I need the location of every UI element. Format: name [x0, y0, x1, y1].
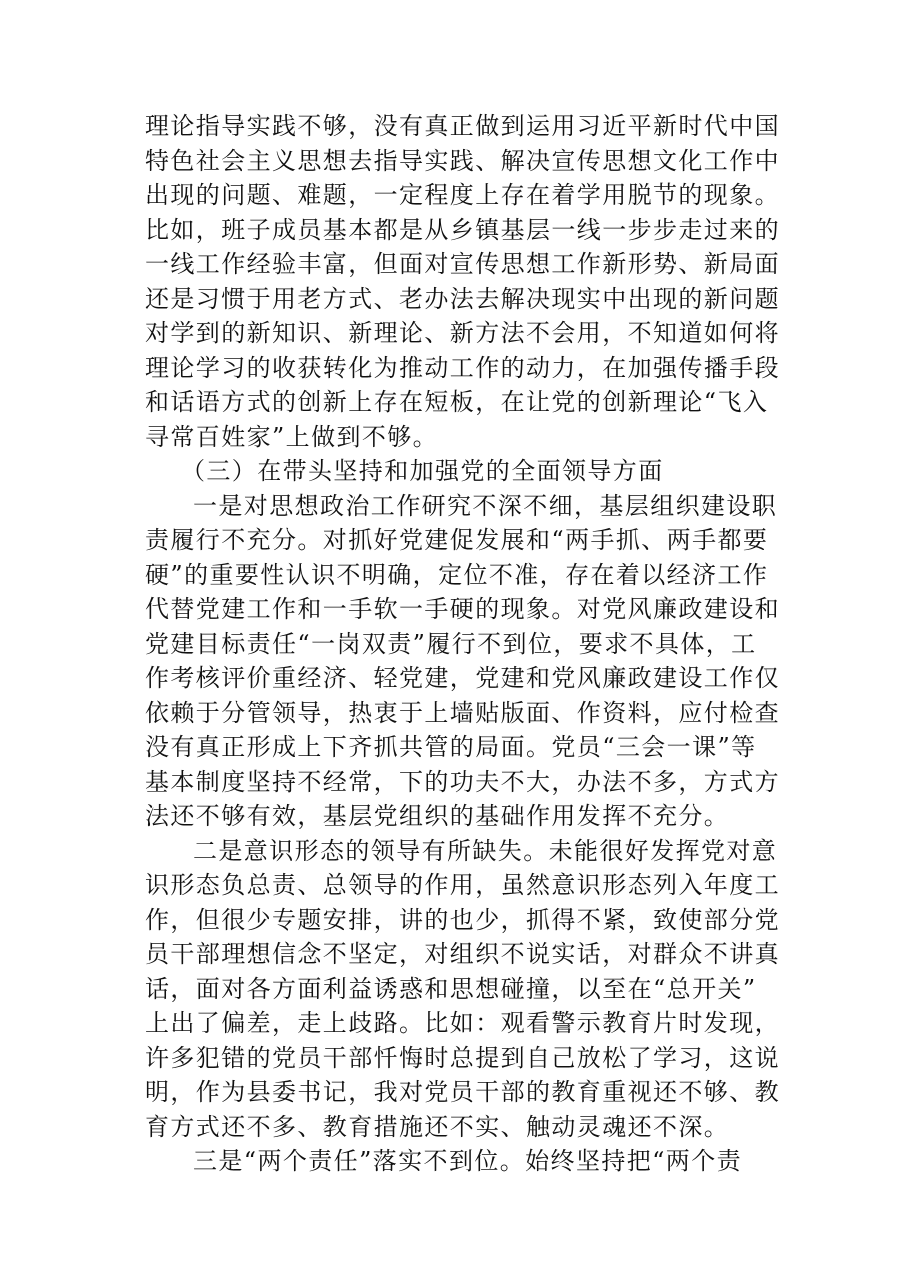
text-line: 一线工作经验丰富，但面对宣传思想工作新形势、新局面	[145, 250, 780, 278]
text-line: 对学到的新知识、新理论、新方法不会用，不知道如何将	[145, 319, 780, 347]
text-line: 理论指导实践不够，没有真正做到运用习近平新时代中国	[145, 112, 780, 140]
text-line: 党建目标责任“一岗双责”履行不到位，要求不具体，工	[145, 629, 757, 658]
text-line: 特色社会主义思想去指导实践、解决宣传思想文化工作中	[145, 146, 780, 175]
text-line: 基本制度坚持不经常，下的功夫不大，办法不多，方式方	[145, 767, 780, 796]
text-line: 识形态负总责、总领导的作用，虽然意识形态列入年度工	[145, 871, 780, 899]
text-line: 责履行不充分。对抓好党建促发展和“两手抓、两手都要	[145, 526, 769, 554]
text-line: 员干部理想信念不坚定，对组织不说实话，对群众不讲真	[145, 940, 780, 968]
text-line: 上出了偏差，走上歧路。比如：观看警示教育片时发现，	[145, 1009, 780, 1037]
text-line: 明，作为县委书记，我对党员干部的教育重视还不够、教	[145, 1078, 780, 1106]
text-line: 比如，班子成员基本都是从乡镇基层一线一步步走过来的	[145, 215, 780, 244]
text-line: 寻常百姓家”上做到不够。	[145, 422, 439, 451]
paragraph-first-line: 二是意识形态的领导有所缺失。未能很好发挥党对意	[193, 836, 778, 865]
text-line: 还是习惯于用老方式、老办法去解决现实中出现的新问题	[145, 284, 780, 313]
text-line: 理论学习的收获转化为推动工作的动力，在加强传播手段	[145, 353, 780, 382]
text-line: 作考核评价重经济、轻党建，党建和党风廉政建设工作仅	[145, 664, 780, 692]
text-line: 话，面对各方面利益诱惑和思想碰撞，以至在“总开关”	[145, 974, 757, 1003]
text-line: 代替党建工作和一手软一手硬的现象。对党风廉政建设和	[145, 595, 780, 623]
paragraph-first-line: 一是对思想政治工作研究不深不细，基层组织建设职	[193, 491, 778, 520]
text-line: 没有真正形成上下齐抓共管的局面。党员“三会一课”等	[145, 733, 757, 761]
document-body	[145, 109, 780, 1179]
text-line: 法还不够有效，基层党组织的基础作用发挥不充分。	[145, 802, 730, 830]
text-line: 硬”的重要性认识不明确，定位不准，存在着以经济工作	[145, 560, 769, 589]
text-line: 依赖于分管领导，热衷于上墙贴版面、作资料，应付检查	[145, 698, 780, 727]
text-line: 出现的问题、难题，一定程度上存在着学用脱节的现象。	[145, 181, 780, 209]
text-line: 许多犯错的党员干部忏悔时总提到自己放松了学习，这说	[145, 1043, 780, 1072]
text-line: 作，但很少专题安排，讲的也少，抓得不紧，致使部分党	[145, 905, 780, 934]
text-line: 和话语方式的创新上存在短板，在让党的创新理论“飞入	[145, 388, 769, 416]
section-heading: （三）在带头坚持和加强党的全面领导方面	[181, 457, 664, 485]
paragraph-first-line: 三是“两个责任”落实不到位。始终坚持把“两个责	[193, 1147, 743, 1175]
text-line: 育方式还不多、教育措施还不实、触动灵魂还不深。	[145, 1112, 730, 1141]
